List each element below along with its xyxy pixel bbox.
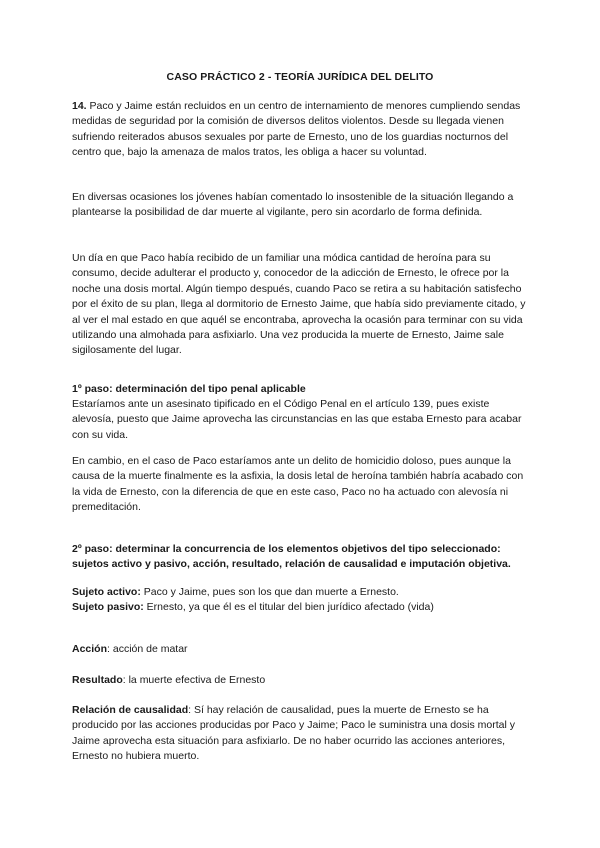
- case-number: 14.: [72, 100, 87, 112]
- sujeto-activo-label: Sujeto activo:: [72, 586, 141, 598]
- intro-paragraph-1-text: Paco y Jaime están recluidos en un centro de internamiento de menores cumpliendo sendas medidas de seguridad por la comisión de diversos delitos violentos. Desde su llegada vienen sufriendo reiterados abusos sexuales por parte de Ernesto, uno de los guardias nocturnos del centro que, bajo la amenaza de malos tratos, les obliga a hacer su voluntad.: [72, 100, 521, 159]
- sujeto-pasivo-label: Sujeto pasivo:: [72, 601, 144, 613]
- intro-paragraph-1: [72, 99, 534, 161]
- resultado: [72, 673, 534, 688]
- step2-heading: 2º paso: determinar la concurrencia de los elementos objetivos del tipo seleccionado: sujetos activo y pasivo, acción, resultado, relación de causalidad e imputación objetiva.: [72, 543, 511, 571]
- intro-paragraph-3: Un día en que Paco había recibido de un familiar una módica cantidad de heroína para su consumo, decide adulterar el producto y, conocedor de la adicción de Ernesto, le ofrece por la noche una dosis mortal. Algún tiempo después, cuando Paco se retira a su habitación satisfecho por el éxito de su plan, llega al dormitorio de Ernesto Jaime, que había sido previamente citado, y al ver el mal estado en que aquél se encontraba, aprovecha la ocasión para terminar con su vida utilizando una almohada para asfixiarlo. Una vez producida la muerte de Ernesto, Jaime sale sigilosamente del lugar.: [72, 252, 526, 357]
- sujeto-activo: [72, 585, 534, 600]
- accion-label: Acción: [72, 643, 108, 655]
- relacion-causalidad-label: Relación de causalidad: [72, 704, 189, 716]
- step1-heading: 1º paso: determinación del tipo penal aplicable: [72, 383, 306, 395]
- relacion-causalidad: [72, 703, 534, 765]
- intro-paragraph-2: En diversas ocasiones los jóvenes habían comentado lo insostenible de la situación llegando a plantearse la posibilidad de dar muerte al vigilante, pero sin acordarlo de forma definida.: [72, 191, 514, 219]
- resultado-text: : la muerte efectiva de Ernesto: [122, 674, 266, 686]
- sujeto-pasivo: [72, 600, 534, 615]
- accion-text: : acción de matar: [107, 643, 188, 655]
- sujeto-pasivo-text: Ernesto, ya que él es el titular del bien jurídico afectado (vida): [143, 601, 434, 613]
- step1-paragraph-1: Estaríamos ante un asesinato tipificado en el Código Penal en el artículo 139, pues existe alevosía, puesto que Jaime aprovecha las circunstancias en las que estaba Ernesto para acabar con su vida.: [72, 398, 522, 441]
- step1-paragraph-2: En cambio, en el caso de Paco estaríamos ante un delito de homicidio doloso, pues aunque la causa de la muerte finalmente es la asfixia, la dosis letal de heroína también habría acabado con la vida de Ernesto, con la diferencia de que en este caso, Paco no ha actuado con alevosía ni premeditación.: [72, 455, 524, 514]
- resultado-label: Resultado: [72, 674, 123, 686]
- accion: [72, 642, 534, 657]
- document-title: CASO PRÁCTICO 2 - TEORÍA JURÍDICA DEL DELITO: [166, 71, 434, 83]
- sujeto-activo-text: Paco y Jaime, pues son los que dan muerte a Ernesto.: [140, 586, 399, 598]
- relacion-causalidad-text: : Sí hay relación de causalidad, pues la muerte de Ernesto se ha producido por las acciones producidas por Paco y Jaime; Paco le suministra una dosis mortal y Jaime aprovecha esta situación para asfixiarlo. De no haber ocurrido las acciones anteriores, Ernesto no hubiera muerto.: [72, 704, 515, 763]
